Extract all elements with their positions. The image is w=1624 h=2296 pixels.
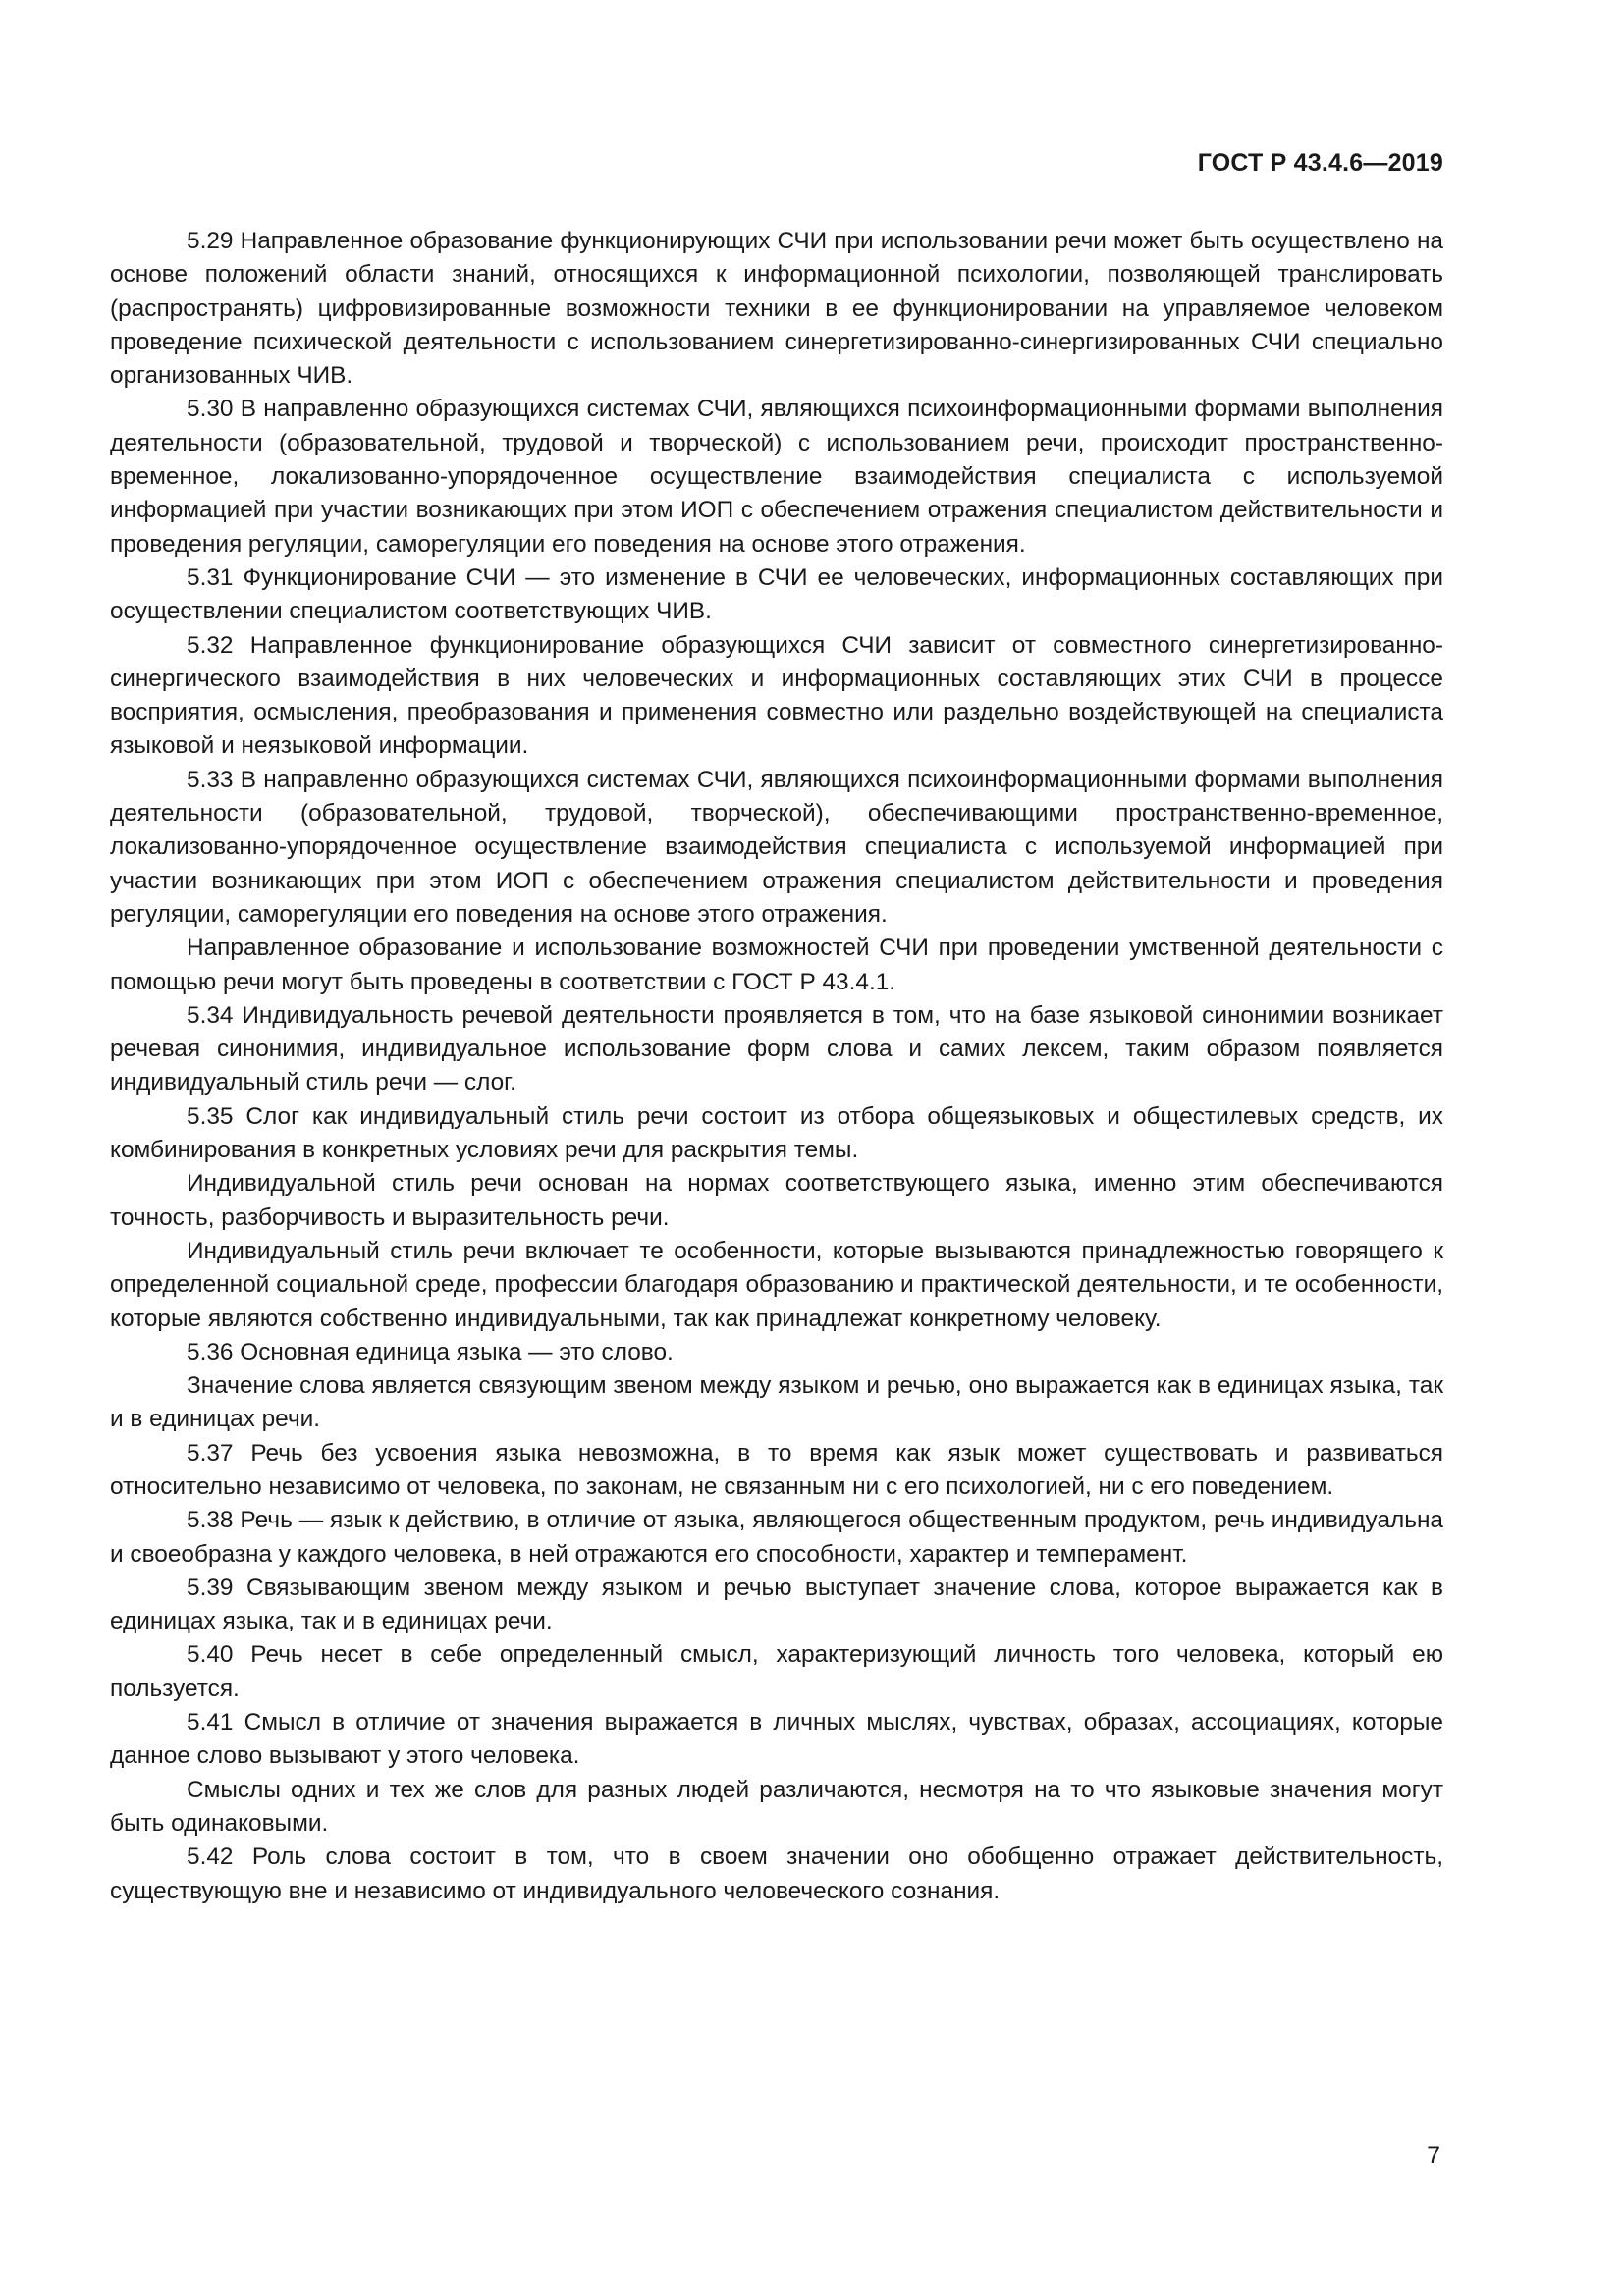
paragraph-5-41-cont: Смыслы одних и тех же слов для разных людей различаются, несмотря на то что языковые значения могут быть одинаковыми. — [110, 1776, 1443, 1837]
document-header: ГОСТ Р 43.4.6—2019 — [1197, 149, 1443, 177]
paragraph-5-36-cont: Значение слова является связующим звеном между языком и речью, оно выражается как в единицах языка, так и в единицах речи. — [110, 1372, 1443, 1433]
paragraph-5-39: 5.39 Связывающим звеном между языком и речью выступает значение слова, которое выражается как в единицах языка, так и в единицах речи. — [110, 1574, 1443, 1635]
paragraph-5-37: 5.37 Речь без усвоения языка невозможна, в то время как язык может существовать и развиваться относительно независимо от человека, по законам, не связанным ни с его психологией, ни с его поведением. — [110, 1439, 1443, 1500]
paragraph-5-35: 5.35 Слог как индивидуальный стиль речи состоит из отбора общеязыковых и общестилевых средств, их комбинирования в конкретных условиях речи для раскрытия темы. — [110, 1102, 1443, 1164]
paragraph-5-29: 5.29 Направленное образование функционирующих СЧИ при использовании речи может быть осуществлено на основе положений области знаний, относящихся к информационной психологии, позволяющей транслировать (распространять) цифровизированные возможности техники в ее функционировании на управляемое человеком проведение психической деятельности с использованием синергетизированно-синергизированных СЧИ специально организованных ЧИВ. — [110, 228, 1443, 390]
paragraph-5-35-cont-2: Индивидуальный стиль речи включает те особенности, которые вызываются принадлежностью говорящего к определенной социальной среде, профессии благодаря образованию и практической деятельности, и те особенности, которые являются собственно индивидуальными, так как принадлежат конкретному человеку. — [110, 1237, 1443, 1332]
paragraph-5-35-cont-1: Индивидуальной стиль речи основан на нормах соответствующего языка, именно этим обеспечиваются точность, разборчивость и выразительность речи. — [110, 1170, 1443, 1231]
page-number: 7 — [1427, 2142, 1440, 2169]
paragraph-5-40: 5.40 Речь несет в себе определенный смысл, характеризующий личность того человека, который ею пользуется. — [110, 1641, 1443, 1702]
document-body — [110, 225, 1443, 1908]
paragraph-5-41: 5.41 Смысл в отличие от значения выражается в личных мыслях, чувствах, образах, ассоциациях, которые данное слово вызывают у этого человека. — [110, 1709, 1443, 1770]
paragraph-5-32: 5.32 Направленное функционирование образующихся СЧИ зависит от совместного синергетизированно-синергического взаимодействия в них человеческих и информационных составляющих этих СЧИ в процессе восприятия, осмысления, преобразования и применения совместно или раздельно воздействующей на специалиста языковой и неязыковой информации. — [110, 631, 1443, 760]
paragraph-5-36: 5.36 Основная единица языка — это слово. — [187, 1338, 674, 1365]
paragraph-5-34: 5.34 Индивидуальность речевой деятельности проявляется в том, что на базе языковой синонимии возникает речевая синонимия, индивидуальное использование форм слова и самих лексем, таким образом появляется индивидуальный стиль речи — слог. — [110, 1001, 1443, 1096]
paragraph-5-38: 5.38 Речь — язык к действию, в отличие от языка, являющегося общественным продуктом, речь индивидуальна и своеобразна у каждого человека, в ней отражаются его способности, характер и темперамент. — [110, 1507, 1443, 1568]
paragraph-5-42: 5.42 Роль слова состоит в том, что в своем значении оно обобщенно отражает действительность, существующую вне и независимо от индивидуального человеческого сознания. — [110, 1843, 1443, 1904]
paragraph-5-30: 5.30 В направленно образующихся системах СЧИ, являющихся психоинформационными формами выполнения деятельности (образовательной, трудовой и творческой) с использованием речи, происходит пространственно-временное, локализованно-упорядоченное осуществление взаимодействия специалиста с используемой информацией при участии возникающих при этом ИОП с обеспечением отражения специалистом действительности и проведения регуляции, саморегуляции его поведения на основе этого отражения. — [110, 396, 1443, 558]
paragraph-5-33: 5.33 В направленно образующихся системах СЧИ, являющихся психоинформационными формами выполнения деятельности (образовательной, трудовой, творческой), обеспечивающими пространственно-временное, локализованно-упорядоченное осуществление взаимодействия специалиста с используемой информацией при участии возникающих при этом ИОП с обеспечением отражения специалистом действительности и проведения регуляции, саморегуляции его поведения на основе этого отражения. — [110, 766, 1443, 928]
paragraph-5-31: 5.31 Функционирование СЧИ — это изменение в СЧИ ее человеческих, информационных составляющих при осуществлении специалистом соответствующих ЧИВ. — [110, 563, 1443, 625]
paragraph-5-33-note: Направленное образование и использование возможностей СЧИ при проведении умственной деятельности с помощью речи могут быть проведены в соответствии с ГОСТ Р 43.4.1. — [110, 934, 1443, 995]
